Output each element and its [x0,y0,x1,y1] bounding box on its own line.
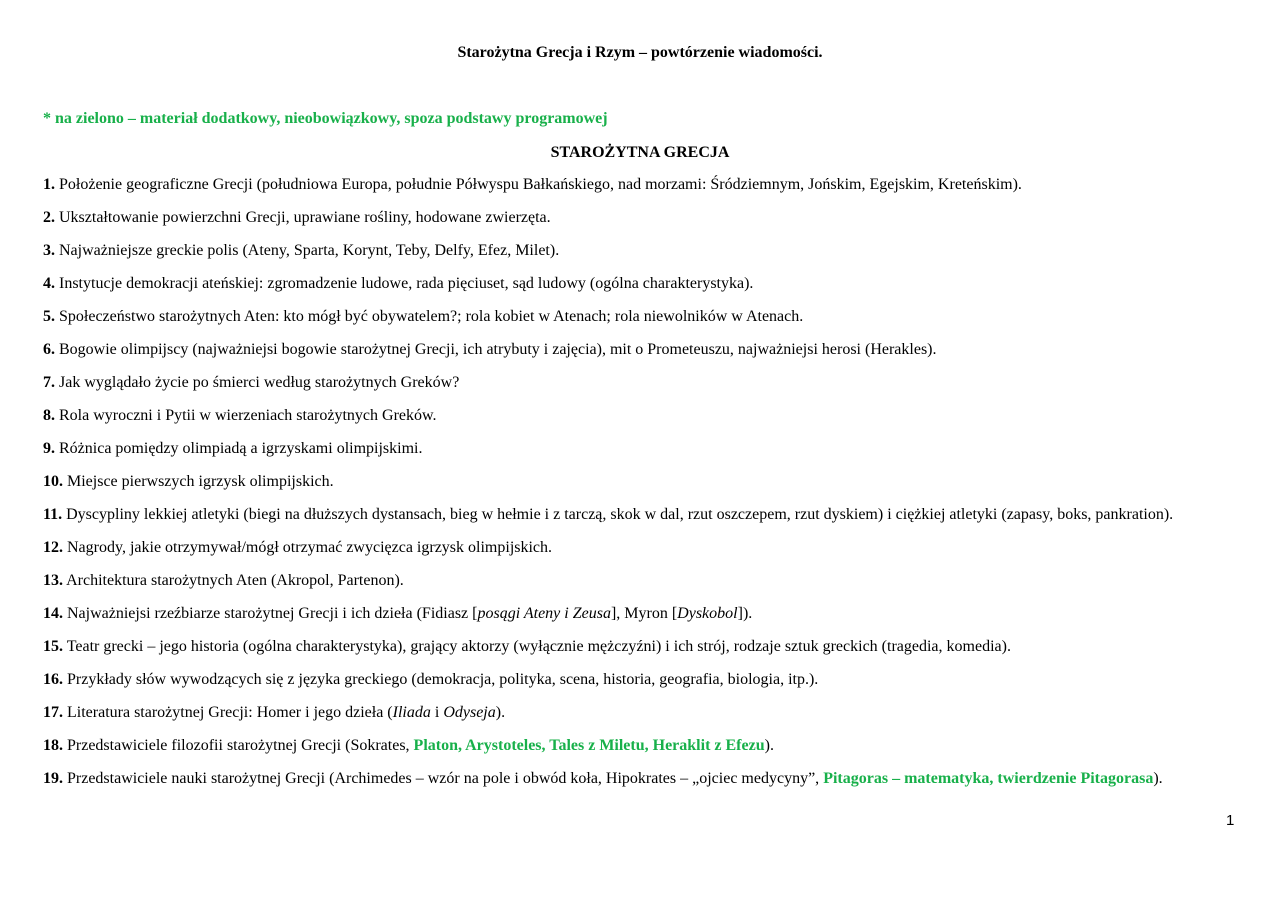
item-number: 6. [43,341,55,358]
item-italic-text: Dyskobol [677,605,738,622]
list-item [43,504,1263,537]
list-item [43,537,1263,570]
item-text: Najważniejsze greckie polis (Ateny, Sparta, Korynt, Teby, Delfy, Efez, Milet). [55,242,560,259]
list-item [43,273,1263,306]
list-item [43,669,1263,702]
supplementary-material-note: * na zielono – materiał dodatkowy, nieobowiązkowy, spoza podstawy programowej [43,110,608,127]
item-number: 1. [43,176,55,193]
list-item [43,768,1263,801]
item-text: Przykłady słów wywodzących się z języka greckiego (demokracja, polityka, scena, historia, geografia, biologia, itp.). [63,671,819,688]
item-text: Przedstawiciele nauki starożytnej Grecji (Archimedes – wzór na pole i obwód koła, Hipokrates – „ojciec medycyny”, [63,770,824,787]
list-item [43,471,1263,504]
item-text: Różnica pomiędzy olimpiadą a igrzyskami olimpijskimi. [55,440,423,457]
item-number: 16. [43,671,63,688]
item-italic-text: Odyseja [443,704,496,721]
item-number: 4. [43,275,55,292]
item-supplementary-text: Pitagoras – matematyka, twierdzenie Pitagorasa [823,770,1154,787]
list-item [43,339,1263,372]
item-text: Nagrody, jakie otrzymywał/mógł otrzymać zwycięzca igrzysk olimpijskich. [63,539,553,556]
item-number: 12. [43,539,63,556]
item-number: 3. [43,242,55,259]
document-title: Starożytna Grecja i Rzym – powtórzenie wiadomości. [457,44,823,61]
item-number: 9. [43,440,55,457]
list-item [43,306,1263,339]
item-text: ], Myron [ [610,605,678,622]
item-text: Przedstawiciele filozofii starożytnej Grecji (Sokrates, [63,737,414,754]
list-item [43,636,1263,669]
item-number: 15. [43,638,63,655]
page-number: 1 [1226,812,1235,829]
item-number: 10. [43,473,63,490]
item-number: 13. [43,572,63,589]
item-text: Położenie geograficzne Grecji (południowa Europa, południe Półwyspu Bałkańskiego, nad morzami: Śródziemnym, Jońskim, Egejskim, Kreteńskim). [55,176,1022,193]
item-text: Bogowie olimpijscy (najważniejsi bogowie starożytnej Grecji, ich atrybuty i zajęcia), mit o Prometeuszu, najważniejsi herosi (Herakles). [55,341,937,358]
item-text: i [430,704,444,721]
list-item [43,174,1263,207]
list-item [43,603,1263,636]
item-text: ). [1153,770,1163,787]
item-supplementary-text: Platon, Arystoteles, Tales z Miletu, Heraklit z Efezu [413,737,765,754]
item-number: 17. [43,704,63,721]
item-italic-text: posągi Ateny i Zeusa [477,605,611,622]
list-item [43,438,1263,471]
list-item [43,207,1263,240]
item-text: Literatura starożytnej Grecji: Homer i jego dzieła ( [63,704,393,721]
item-number: 19. [43,770,63,787]
item-text: Dyscypliny lekkiej atletyki (biegi na dłuższych dystansach, bieg w hełmie i z tarczą, skok w dal, rzut oszczepem, rzut dyskiem) i ciężkiej atletyki (zapasy, boks, pankration). [62,506,1174,523]
item-text: Miejsce pierwszych igrzysk olimpijskich. [63,473,334,490]
item-number: 5. [43,308,55,325]
list-item [43,372,1263,405]
item-text: ). [495,704,506,721]
item-number: 7. [43,374,55,391]
item-text: ]). [737,605,753,622]
item-text: Architektura starożytnych Aten (Akropol, Partenon). [63,572,404,589]
list-item [43,240,1263,273]
item-number: 18. [43,737,63,754]
item-italic-text: Iliada [392,704,431,721]
item-text: Instytucje demokracji ateńskiej: zgromadzenie ludowe, rada pięciuset, sąd ludowy (ogólna charakterystyka). [55,275,754,292]
item-text: Jak wyglądało życie po śmierci według starożytnych Greków? [55,374,460,391]
item-text: Najważniejsi rzeźbiarze starożytnej Grecji i ich dzieła (Fidiasz [ [63,605,478,622]
item-number: 14. [43,605,63,622]
item-text: Teatr grecki – jego historia (ogólna charakterystyka), grający aktorzy (wyłącznie mężczyźni) i ich strój, rodzaje sztuk greckich (tragedia, komedia). [63,638,1011,655]
item-text: Ukształtowanie powierzchni Grecji, uprawiane rośliny, hodowane zwierzęta. [55,209,551,226]
item-number: 8. [43,407,55,424]
topic-list [43,174,1263,801]
list-item [43,405,1263,438]
item-text: Rola wyroczni i Pytii w wierzeniach starożytnych Greków. [55,407,437,424]
list-item [43,735,1263,768]
list-item [43,570,1263,603]
list-item [43,702,1263,735]
item-text: ). [764,737,774,754]
item-text: Społeczeństwo starożytnych Aten: kto mógł być obywatelem?; rola kobiet w Atenach; rola niewolników w Atenach. [55,308,804,325]
section-heading: STAROŻYTNA GRECJA [550,144,730,161]
item-number: 2. [43,209,55,226]
item-number: 11. [43,506,63,523]
